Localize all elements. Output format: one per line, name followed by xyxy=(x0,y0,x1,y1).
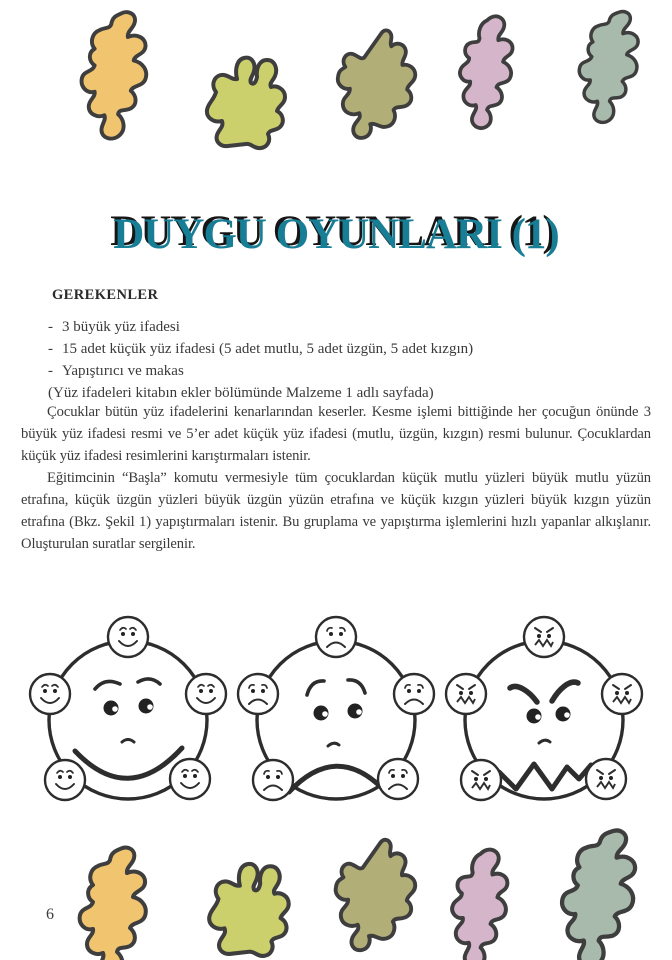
puzzle-piece-olive-icon xyxy=(324,834,435,960)
angry-face-figure xyxy=(439,615,649,825)
list-item-text: 15 adet küçük yüz ifadesi (5 adet mutlu, 5 adet üzgün, 5 adet kızgın) xyxy=(62,341,474,357)
page-number: 6 xyxy=(46,906,54,923)
bullet-dash: - xyxy=(48,319,53,335)
small-sad-face xyxy=(253,760,293,800)
small-sad-face xyxy=(394,674,434,714)
requirements-section xyxy=(48,284,648,404)
small-angry-face xyxy=(524,617,564,657)
requirements-heading: GEREKENLER xyxy=(52,287,159,303)
puzzle-piece-yellow-icon xyxy=(76,844,166,960)
puzzle-piece-gray-icon xyxy=(549,822,663,960)
list-item xyxy=(48,316,648,338)
list-item xyxy=(48,338,648,360)
materials-note: (Yüz ifadeleri kitabın ekler bölümünde Malzeme 1 adlı sayfada) xyxy=(48,385,434,401)
small-happy-face xyxy=(186,674,226,714)
list-item xyxy=(48,360,648,382)
bullet-dash: - xyxy=(48,341,53,357)
small-happy-face xyxy=(108,617,148,657)
list-item-text: 3 büyük yüz ifadesi xyxy=(62,319,180,335)
page-title: DUYGU OYUNLARI (1) xyxy=(113,210,559,258)
small-angry-face xyxy=(602,674,642,714)
puzzle-piece-pink-icon xyxy=(456,10,536,155)
small-angry-face xyxy=(586,759,626,799)
list-item-text: Yapıştırıcı ve makas xyxy=(62,363,184,379)
puzzle-piece-gray-icon xyxy=(571,0,659,149)
small-sad-face xyxy=(316,617,356,657)
small-happy-face xyxy=(45,760,85,800)
puzzle-piece-yellow-icon xyxy=(78,8,166,156)
puzzle-piece-pink-icon xyxy=(448,844,532,960)
instructions-paragraph: Eğitimcinin “Başla” komutu vermesiyle tüm çocuklardan küçük mutlu yüzleri büyük mutlu yüzün etrafına, küçük üzgün yüzleri büyük üzgün yüzün etrafına ve küçük kızgın yüzleri büyük kızgın yüzün etrafına (Bkz. Şekil 1) yapıştırmaları istenir. Bu gruplama ve yapıştırma işlemlerini hızlı yapanlar alkışlanır. Oluşturulan suratlar sergilenir. xyxy=(21,470,651,552)
small-sad-face xyxy=(238,674,278,714)
puzzle-piece-green-icon xyxy=(196,46,296,156)
puzzle-piece-green-icon xyxy=(198,852,300,960)
small-happy-face xyxy=(170,759,210,799)
puzzle-piece-olive-icon xyxy=(328,24,432,157)
bullet-dash: - xyxy=(48,363,53,379)
instructions-paragraph: Çocuklar bütün yüz ifadelerini kenarlarından keserler. Kesme işlemi bittiğinde her çocuğun önünde 3 büyük yüz ifadesi resmi ve 5’er adet küçük yüz ifadesi (mutlu, üzgün, kızgın) resmi bulunur. Çocuklardan küçük yüz ifadesi resimlerini karıştırmaları istenir. xyxy=(21,404,651,464)
small-happy-face xyxy=(30,674,70,714)
sad-face-figure xyxy=(231,615,441,825)
happy-face-figure xyxy=(23,615,233,825)
small-angry-face xyxy=(461,760,501,800)
small-sad-face xyxy=(378,759,418,799)
small-angry-face xyxy=(446,674,486,714)
